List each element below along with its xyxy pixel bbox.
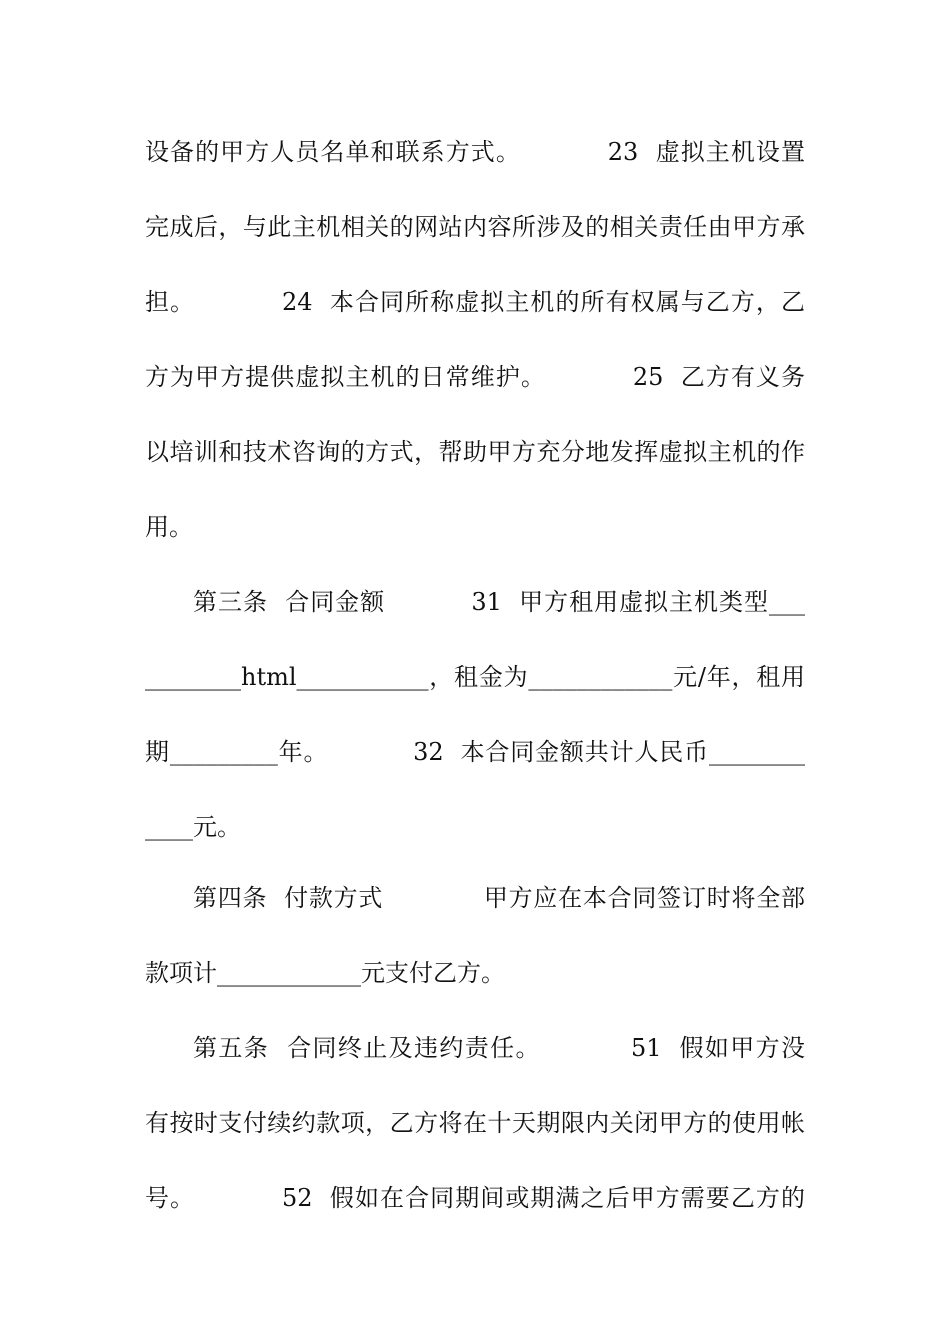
text-line: ____元。	[145, 813, 241, 841]
text-line: 用。	[145, 513, 193, 541]
section-heading-line: 第五条 合同终止及违约责任。 51 假如甲方没	[193, 1034, 805, 1062]
text-line: 担。 24 本合同所称虚拟主机的所有权属与乙方，乙	[145, 288, 805, 316]
text-line: 号。 52 假如在合同期间或期满之后甲方需要乙方的	[145, 1184, 805, 1212]
text-line: 以培训和技术咨询的方式，帮助甲方充分地发挥虚拟主机的作	[145, 438, 805, 466]
text-line: 有按时支付续约款项，乙方将在十天期限内关闭甲方的使用帐	[145, 1109, 805, 1137]
section-heading-line: 第四条 付款方式 甲方应在本合同签订时将全部	[193, 884, 805, 912]
text-line: 设备的甲方人员名单和联系方式。 23 虚拟主机设置	[145, 138, 805, 166]
text-line: ________html___________，租金为____________元/年，租用	[145, 663, 805, 691]
text-line: 款项计____________元支付乙方。	[145, 959, 505, 987]
text-line: 方为甲方提供虚拟主机的日常维护。 25 乙方有义务	[145, 363, 805, 391]
text-line: 期_________年。 32 本合同金额共计人民币________	[145, 738, 805, 766]
section-heading-line: 第三条 合同金额 31 甲方租用虚拟主机类型___	[193, 588, 805, 616]
text-line: 完成后，与此主机相关的网站内容所涉及的相关责任由甲方承	[145, 213, 805, 241]
